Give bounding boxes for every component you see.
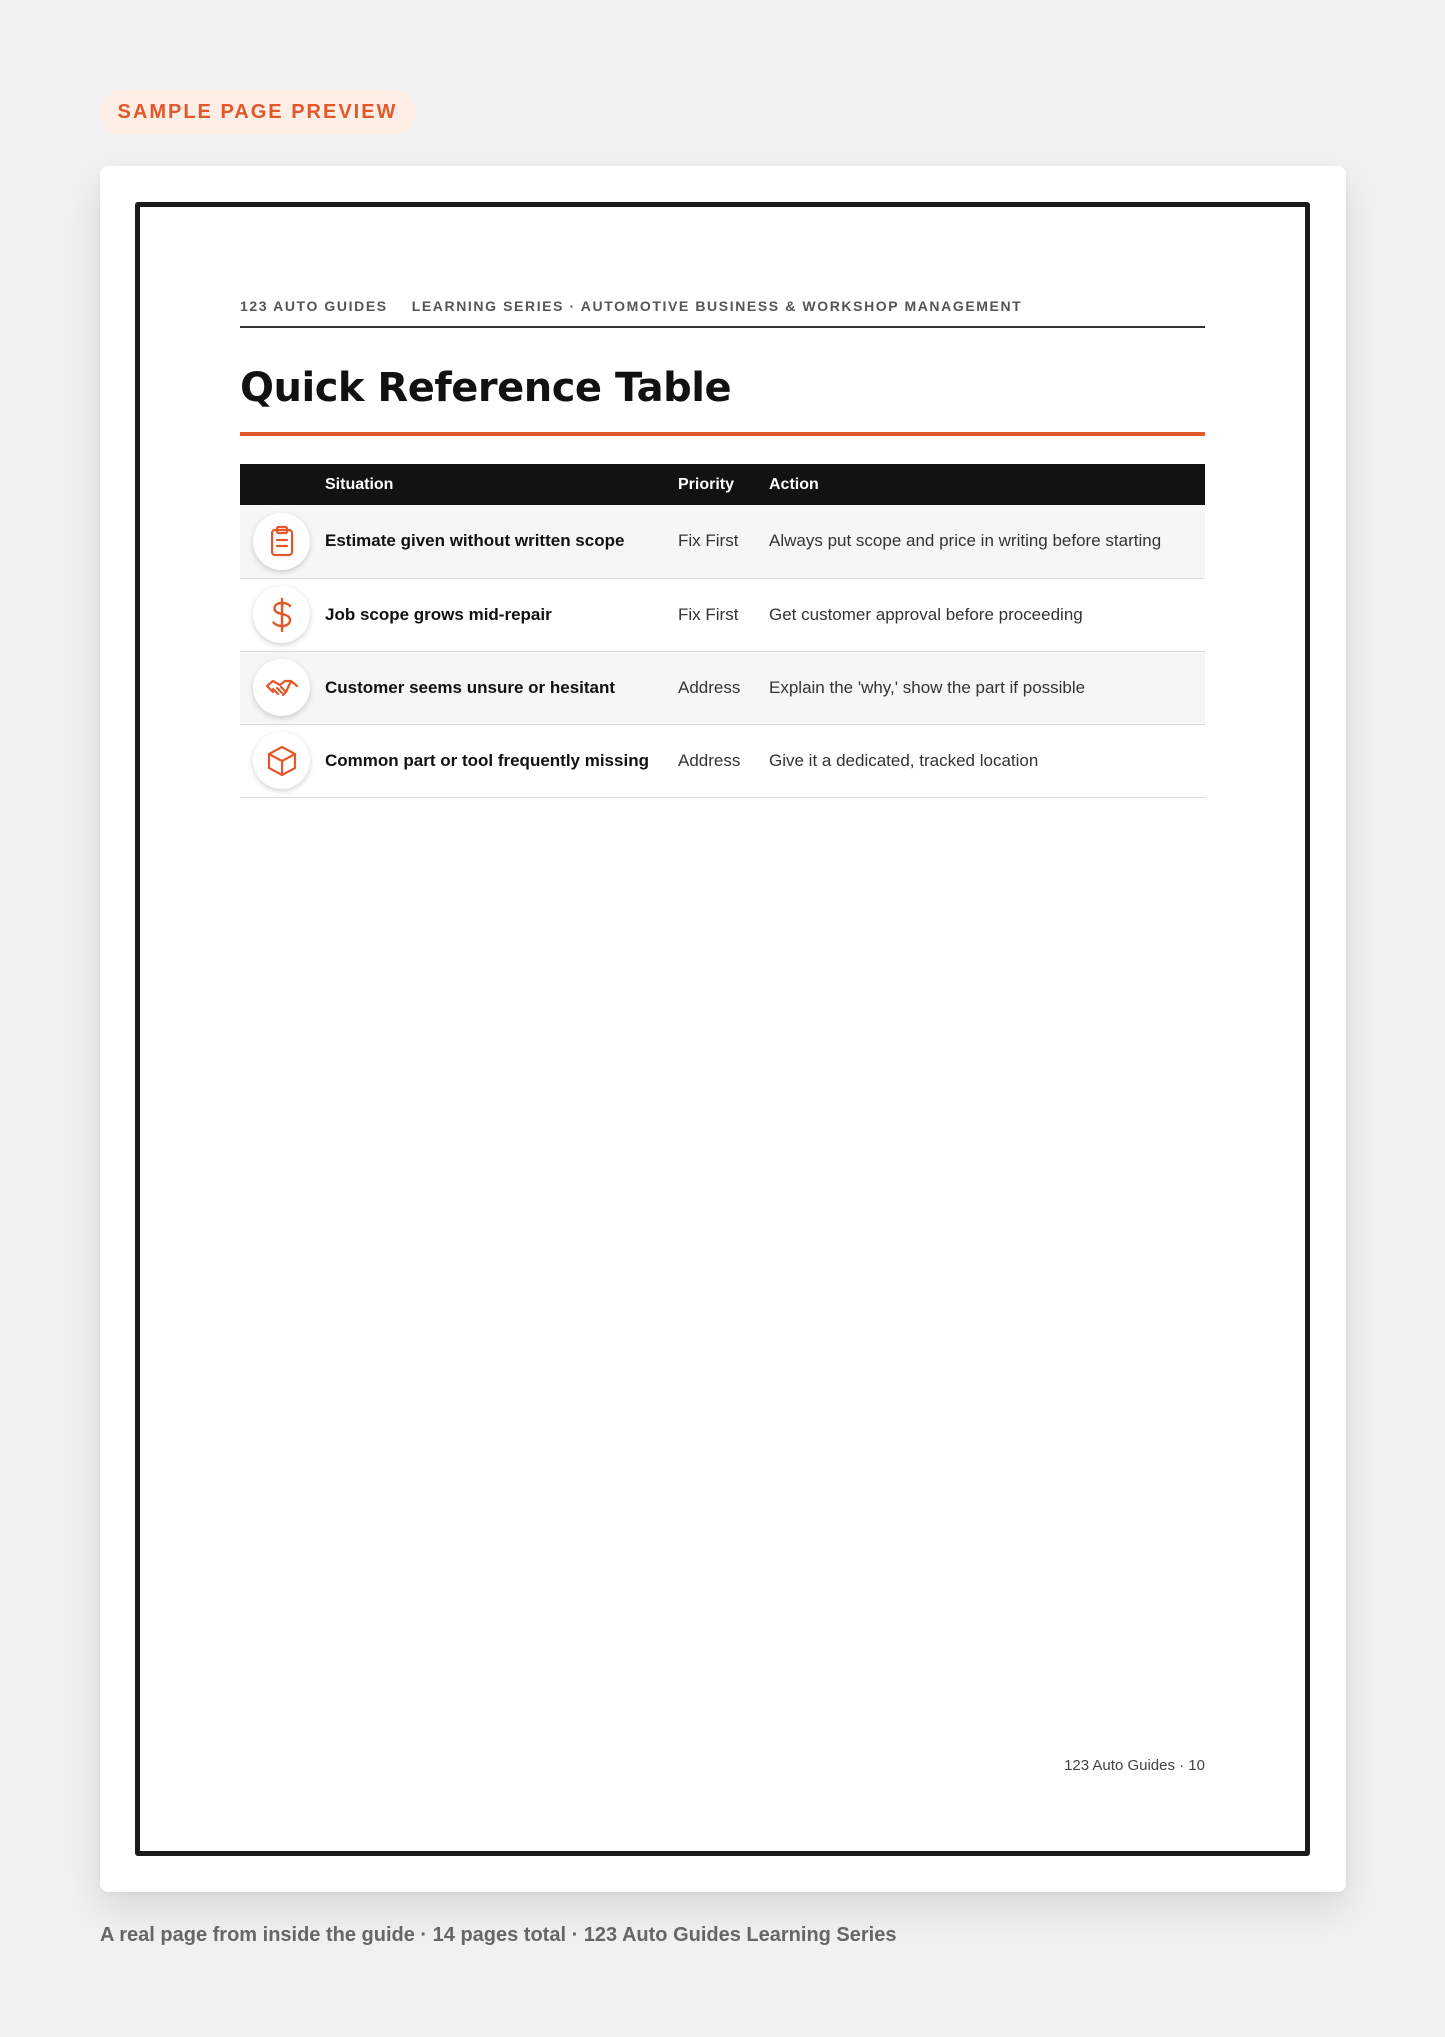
title-underline — [240, 432, 1205, 436]
sample-preview-badge: SAMPLE PAGE PREVIEW — [100, 90, 415, 135]
priority-cell: Address — [678, 750, 741, 770]
handshake-icon — [253, 659, 310, 716]
header-action: Action — [769, 475, 819, 493]
table-row — [240, 505, 1205, 578]
header-situation: Situation — [325, 475, 394, 493]
running-header-brand: 123 AUTO GUIDES — [240, 298, 388, 314]
priority-cell: Fix First — [678, 604, 739, 624]
dollar-icon — [253, 586, 310, 643]
table-row — [240, 578, 1205, 651]
table-header-row — [240, 464, 1205, 505]
quick-reference-table — [240, 464, 1205, 798]
preview-card — [100, 166, 1346, 1892]
header-icon-cell — [240, 464, 325, 505]
running-header — [240, 298, 1205, 328]
document-page — [135, 202, 1310, 1856]
box-icon — [253, 732, 310, 789]
situation-cell: Common part or tool frequently missing — [325, 750, 649, 770]
priority-cell: Fix First — [678, 531, 739, 551]
preview-caption: A real page from inside the guide · 14 pages total · 123 Auto Guides Learning Series — [100, 1924, 897, 1946]
page-title: Quick Reference Table — [240, 365, 732, 411]
action-cell: Give it a dedicated, tracked location — [769, 750, 1039, 770]
header-priority: Priority — [678, 475, 735, 493]
action-cell: Always put scope and price in writing before starting — [769, 531, 1162, 551]
situation-cell: Estimate given without written scope — [325, 531, 625, 551]
running-header-series: LEARNING SERIES · AUTOMOTIVE BUSINESS & WORKSHOP MANAGEMENT — [411, 298, 1023, 314]
page-footer: 123 Auto Guides · 10 — [1064, 1757, 1205, 1774]
situation-cell: Customer seems unsure or hesitant — [325, 677, 616, 697]
situation-cell: Job scope grows mid-repair — [325, 604, 552, 624]
table-row — [240, 651, 1205, 724]
action-cell: Explain the 'why,' show the part if possible — [769, 677, 1086, 697]
action-cell: Get customer approval before proceeding — [769, 604, 1083, 624]
priority-cell: Address — [678, 677, 741, 697]
table-row — [240, 724, 1205, 797]
clipboard-icon — [253, 513, 310, 570]
